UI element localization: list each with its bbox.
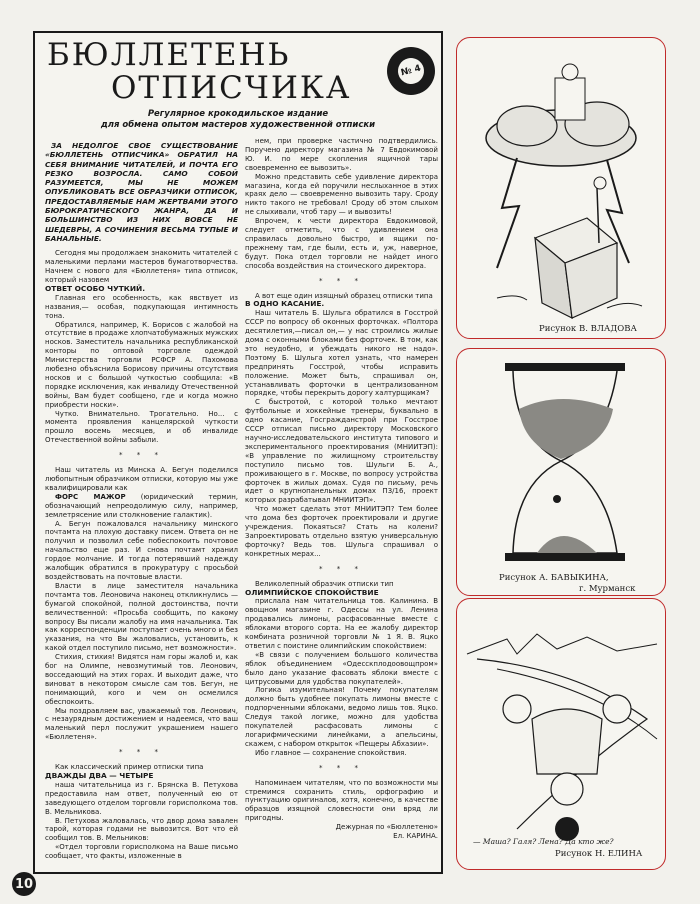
paragraph-text: (юридический термин, обозначающий непреодолимую силу, например, землетрясение или столкновение галактик). <box>45 492 238 519</box>
paragraph: Впрочем, к чести директора Евдокимовой, следует отметить, что с удивлением она справилась довольно быстро, и ящики по-прежнему там, где были, есть и, уж, наверное, будут. Пока отдел торговли не найдет иного способа воздействия на стоического директора. <box>245 217 438 270</box>
paragraph: «В связи с получением большого количества яблок объединением «Одесскплодоовощпром» было дано указание фасовать яблоки вместе с цитрусовыми для удобства покупателей». <box>245 650 438 686</box>
cartoon-caption-2a: Рисунок А. БАВЫКИНА, <box>499 573 609 583</box>
paragraph: Как классический пример отписки типа <box>55 763 204 772</box>
section-heading: В ОДНО КАСАНИЕ. <box>245 299 325 309</box>
paragraph: Что может сделать этот МНИИТЭП? Тем более что дома без форточек проектировали и другие учреждения. Покаяться? Стать на колени? Запроектировать отдельно взятую универсальную форточку? Ведь тов. Шульга спрашивал о конкретных мерах... <box>245 505 438 558</box>
separator-stars: * * * <box>119 451 164 460</box>
paragraph: Ибо главное — сохранение спокойствия. <box>255 748 407 757</box>
cartoon-moped-illustration <box>457 599 665 869</box>
bulletin-article <box>33 31 443 874</box>
subtitle <box>35 109 441 131</box>
paragraph: А вот еще один изящный образец отписки типа <box>255 291 433 300</box>
section-heading: ОЛИМПИЙСКОЕ СПОКОЙСТВИЕ <box>245 587 379 597</box>
subtitle-line1: Регулярное крокодильское издание <box>147 109 329 119</box>
paragraph: А. Бегун пожаловался начальнику минского почтамта на плохую доставку писем. Ответа он не получил и позволил себе побеспокоить почтовое начальство еще раз. И снова почтамт хранил гордое молчание. И тогда потерявший надежду жалобщик обратился в прокуратуру с просьбой воздействовать на почтовые власти. <box>45 519 238 581</box>
paragraph: Обратился, например, К. Борисов с жалобой на отсутствие в продаже хлопчатобумажных мужских носков. Заместитель начальника республиканской конторы по оптовой торговле одеждой Министерства торговли РСФСР А. Пахомова любезно объяснила Борисову причины отсутствия носков и с большой чуткостью сообщила: «В порядке исключения, как инвалиду Отечественной войны, Вам будет сообщено, где и когда можно приобрести носки». <box>45 320 238 409</box>
separator-stars: * * * <box>319 564 364 573</box>
paragraph: Сегодня мы продолжаем знакомить читателей с маленькими перлами мастеров бумаготворчества. Начнем с нового для «Бюллетеня» типа отписок, который назовем <box>45 249 238 284</box>
cartoon-panel-moped <box>456 598 666 870</box>
signature-line1: Дежурная по «Бюллетеню» <box>335 823 438 832</box>
lead-paragraph: ЗА НЕДОЛГОЕ СВОЕ СУЩЕСТВОВАНИЕ «БЮЛЛЕТЕНЬ ОТПИСЧИКА» ОБРАТИЛ НА СЕБЯ ВНИМАНИЕ ЧИТАТЕЛЕЙ, И ПОЧТА ЕГО РЕЗКО ВОЗРОСЛА. САМО СОБОЙ РАЗУМЕЕТСЯ, МЫ НЕ МОЖЕМ ОПУБЛИКОВАТЬ ВСЕ ОБРАЗЧИКИ ОТПИСОК, ПРЕДОСТАВЛЯЕМЫЕ НАМ ЖЕРТВАМИ ЭТОГО БЮРОКРАТИЧЕСКОГО ЖАНРА, ДА И БОЛЬШИНСТВО ИЗ НИХ ВОВСЕ НЕ ШЕДЕВРЫ, А СОЧИНЕНИЯ ВЕСЬМА ТУПЫЕ И БАНАЛЬНЫЕ. <box>45 141 238 243</box>
paragraph: Главная его особенность, как явствует из названия,— особая, подкупающая интимность тона. <box>45 293 238 320</box>
paragraph: прислала нам читательница тов. Калинина. В овощном магазине г. Одессы на ул. Ленина продавались лимоны, расфасованные вместе с яблоками второго сорта. На ее жалобу директор комбината розничной торговли № 1 Я. В. Яцко ответил с поистине олимпийским спокойствием: <box>245 597 438 650</box>
separator-stars: * * * <box>119 748 164 757</box>
section-heading: ФОРС МАЖОР <box>55 492 126 501</box>
article-column-right <box>245 137 438 869</box>
cartoon-caption-1: Рисунок В. ВЛАДОВА <box>539 324 637 334</box>
cartoon-caption-2b: г. Мурманск <box>579 584 636 594</box>
cartoon-hourglass-illustration <box>457 349 665 595</box>
paragraph: нем, при проверке частично подтвердились. Поручено директору магазина № 7 Евдокимовой Ю. И. по мере скопления ящичной тары своевременно ее вывозить». <box>245 137 438 172</box>
cartoon-panel-hourglass <box>456 348 666 596</box>
separator-stars: * * * <box>319 763 364 772</box>
paragraph: «Отдел торговли горисполкома на Ваше письмо сообщает, что факты, изложенные в <box>45 843 238 861</box>
cartoon-caption-3: Рисунок Н. ЕЛИНА <box>555 849 643 859</box>
signature-line2: Ел. КАРИНА. <box>393 832 438 841</box>
article-column-left <box>45 141 238 869</box>
page-number: 10 <box>12 872 36 896</box>
paragraph: Напоминаем читателям, что по возможности мы стремимся сохранить стиль, орфографию и пунктуацию оригиналов, хотя, конечно, в качестве образцов изящной словесности они вряд ли пригодны. <box>245 778 438 823</box>
separator-stars: * * * <box>319 276 364 285</box>
paragraph-with-heading <box>45 493 238 520</box>
masthead-title <box>47 39 387 105</box>
cartoon-panel-cloud <box>456 37 666 339</box>
masthead-line2: ОТПИСЧИКА <box>111 70 352 106</box>
paragraph: Великолепный образчик отписки тип <box>255 579 394 588</box>
paragraph: Наш читатель из Минска А. Бегун поделился любопытным образчиком отписки, которую мы уже квалифицировали как <box>45 466 238 492</box>
issue-number: № 4 <box>395 55 427 87</box>
paragraph: С быстротой, с которой только мечтают футбольные и хоккейные тренеры, буквально в одно касание, Госгражданстрой при Госстрое СССР отписал письмо директору Московского научно-исследовательского института типового и экспериментального проектирования (МНИИТЭП): «В управление по жилищному строительству поступило письмо тов. Шульги Б. А., проживающего в г. Москве, по вопросу устройства форточек в жилых домах. Судя по письму, речь идет о крупнопанельных домах П3/16, проект которых разрабатывал МНИИТЭП». <box>245 398 438 505</box>
paragraph: Чутко. Внимательно. Трогательно. Но... с момента проявления канцелярской чуткости прошло восемь месяцев, и об инвалиде Отечественной войны забыли. <box>45 409 238 445</box>
paragraph: Наш читатель Б. Шульга обратился в Госстрой СССР по вопросу об оконных форточках. «Полтора десятилетия,—писал он,— у нас строились жилые дома с оконными блоками без форточек. В том, как это неудобно, и убеждать никого не надо». Поэтому Б. Шульга хотел узнать, что намерен предпринять Госстрой, чтобы исправить положение. Может быть, спрашивал он, устанавливать форточки в централизованном порядке, чтобы перекрыть дорогу халтурщикам? <box>245 309 438 398</box>
subtitle-line2: для обмена опытом мастеров художественной отписки <box>100 120 376 130</box>
paragraph: Стихия, стихия! Видятся нам горы жалоб и, как бог на Олимпе, невозмутимый тов. Леонович, восседающий на этих горах. И выходит даже, что виноват в некотором смысле сам тов. Бегун, не понимающий, кого и чем он осмелился обеспокоить. <box>45 653 238 706</box>
section-heading: ДВАЖДЫ ДВА — ЧЕТЫРЕ <box>45 771 154 781</box>
section-heading: ОТВЕТ ОСОБО ЧУТКИЙ. <box>45 283 146 293</box>
paragraph: Логика изумительная! Почему покупателям должно быть удобнее покупать лимоны вместе с подпорченными яблоками, ведомо лишь тов. Яцко. Следуя такой логике, можно для удобства покупателей расфасовать лимоны с логарифмическими линейками, а апельсины, скажем, с набором открыток «Пещеры Абхазии». <box>245 686 438 748</box>
paragraph: Власти в лице заместителя начальника почтамта тов. Леоновича наконец откликнулись — бумагой спокойной, полной достоинства, почти величественной: «Просьба сообщить, по какому вопросу Вы писали жалобу на имя начальника. Так как корреспонденции поступает очень много и без указания, на что Вы жаловались, установить, к какой отдел поступило письмо, нет возможности». <box>45 581 238 653</box>
paragraph: В. Петухова жаловалась, что двор дома завален тарой, которая годами не вывозится. Вот что ей сообщил тов. В. Мельников: <box>45 816 238 843</box>
paragraph: наша читательница из г. Брянска В. Петухова предоставила нам ответ, полученный ею от заведующего отделом торговли горисполкома тов. В. Мельникова. <box>45 780 238 816</box>
paragraph: Мы поздравляем вас, уважаемый тов. Леонович, с незаурядным достижением и надеемся, что ваш маленький перл послужит украшением нашего «Бюллетеня». <box>45 706 238 742</box>
masthead-line1: БЮЛЛЕТЕНЬ <box>47 37 291 73</box>
cartoon-speech: — Маша? Галя? Лена? Да кто же? <box>473 837 614 846</box>
paragraph: Можно представить себе удивление директора магазина, когда ей поручили неслыханное в этих краях дело — своевременно вывозить тару. Сроду никто такого не требовал! Сроду об этом слыхом не слыхивали, чтоб тару — и вывозить! <box>245 172 438 217</box>
issue-badge <box>387 47 435 95</box>
cartoon-cloud-illustration <box>457 38 665 338</box>
